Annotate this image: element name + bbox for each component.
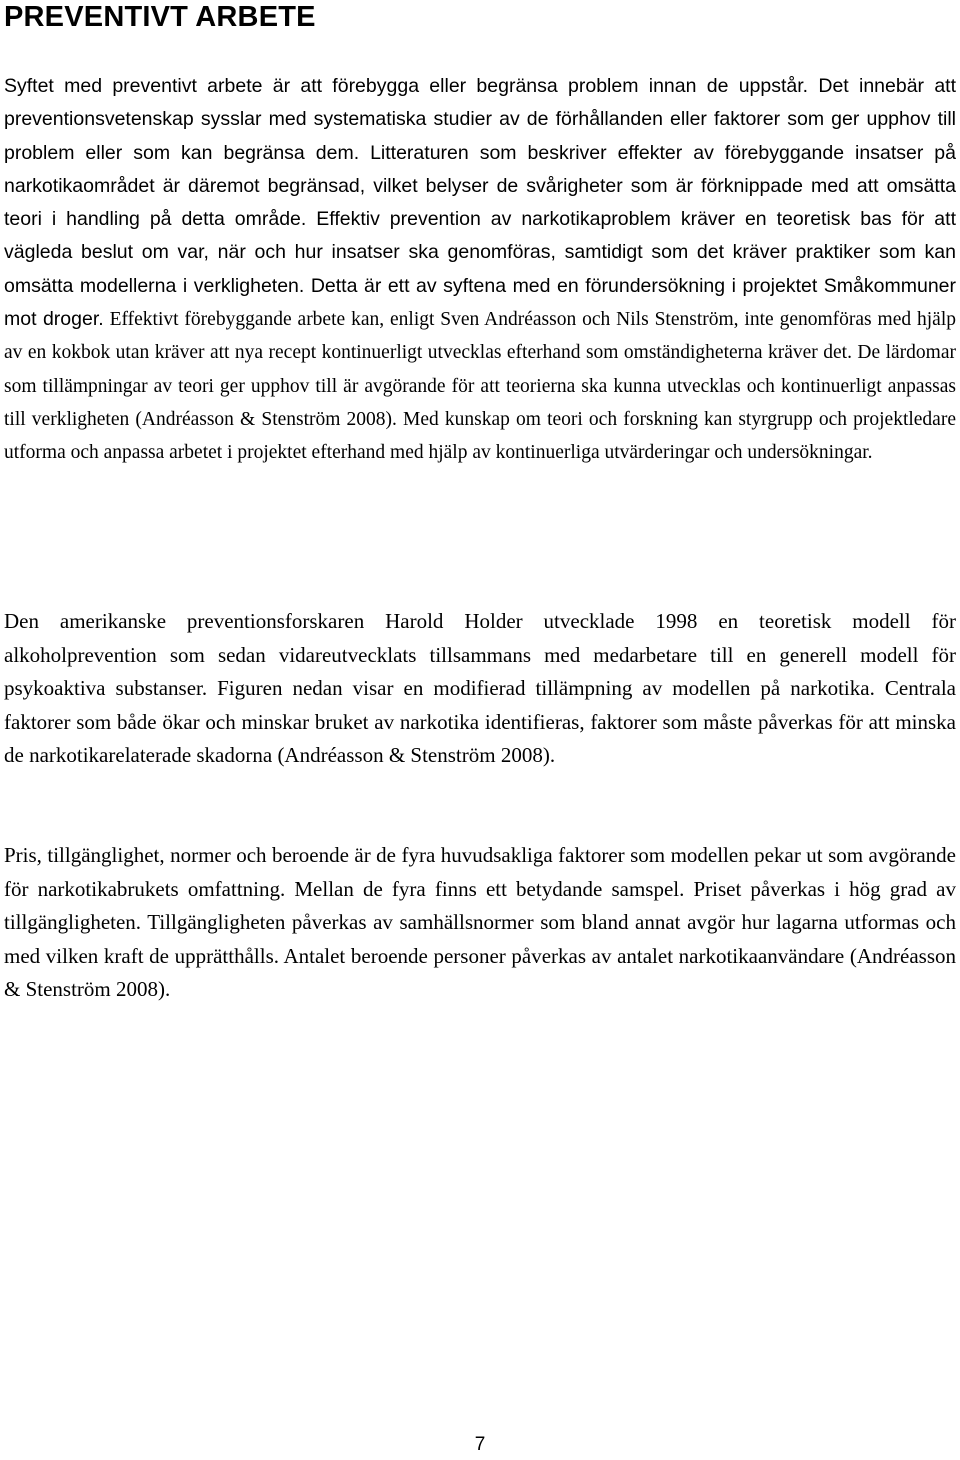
paragraph-prevention-purpose: [4, 70, 956, 470]
paragraph-four-factors: Pris, tillgänglighet, normer och beroende är de fyra huvudsakliga faktorer som modellen pekar ut som avgörande för narkotikabrukets omfattning. Mellan de fyra finns ett betydande samspel. Priset påverkas i hög grad av tillgängligheten. Tillgängligheten påverkas av samhällsnormer som bland annat avgör hur lagarna utformas och med vilken kraft de upprätthålls. Antalet beroende personer påverkas av antalet narkotikaanvändare (Andréasson & Stenström 2008).: [4, 843, 956, 1001]
page-heading: PREVENTIVT ARBETE: [4, 1, 316, 33]
page-number: 7: [474, 1434, 486, 1455]
paragraph-1-sans-text: Syftet med preventivt arbete är att förebygga eller begränsa problem innan de uppstår. Det innebär att preventionsvetenskap sysslar med systematiska studier av de förhållanden eller faktorer som ger upphov till problem eller som kan begränsa dem. Litteraturen som beskriver effekter av förebyggande insatser på narkotikaområdet är däremot begränsad, vilket belyser de svårigheter som är förknippade med att omsätta teori i handling på detta område. Effektiv prevention av narkotikaproblem kräver en teoretisk bas för att vägleda beslut om var, när och hur insatser ska genomföras, samtidigt som det kräver praktiker som kan omsätta modellerna i verkligheten. Detta är ett av syftena med en förundersökning i projektet Småkommuner mot droger.: [4, 75, 956, 331]
paragraph-holder-model: Den amerikanske preventionsforskaren Harold Holder utvecklade 1998 en teoretisk modell för alkoholprevention som sedan vidareutvecklats tillsammans med medarbetare till en generell modell för psykoaktiva substanser. Figuren nedan visar en modifierad tillämpning av modellen på narkotika. Centrala faktorer som både ökar och minskar bruket av narkotika identifieras, faktorer som måste påverkas för att minska de narkotikarelaterade skadorna (Andréasson & Stenström 2008).: [4, 609, 956, 767]
paragraph-1-serif-text: Effektivt förebyggande arbete kan, enligt Sven Andréasson och Nils Stenström, inte genomföras med hjälp av en kokbok utan kräver att nya recept kontinuerligt utvecklas efterhand som omständigheterna kräver det. De lärdomar som tillämpningar av teori ger upphov till är avgörande för att teorierna ska kunna utvecklas och kontinuerligt anpassas till verkligheten (Andréasson & Stenström 2008). Med kunskap om teori och forskning kan styrgrupp och projektledare utforma och anpassa arbetet i projektet efterhand med hjälp av kontinuerliga utvärderingar och undersökningar.: [4, 309, 956, 464]
